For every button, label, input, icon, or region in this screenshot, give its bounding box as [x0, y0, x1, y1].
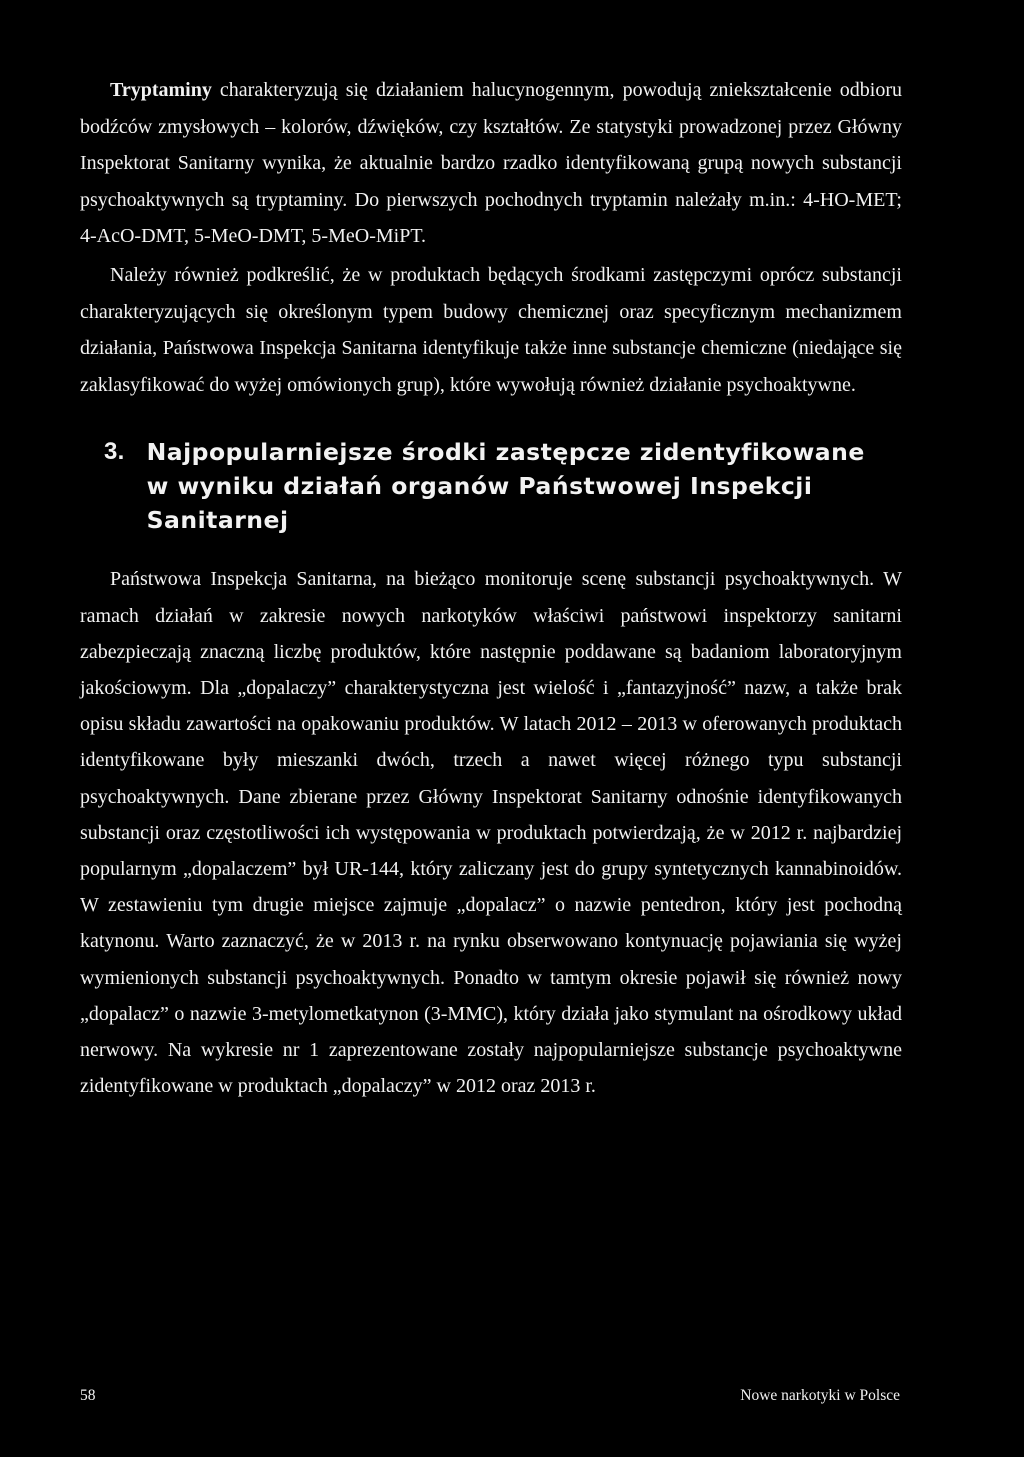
section-title-line-2: w wyniku działań organów Państwowej Inspekcji Sanitarnej — [146, 472, 813, 535]
paragraph-other-substances: Należy również podkreślić, że w produktach będących środkami zastępczymi oprócz substancji charakteryzujących się określonym typem budowy chemicznej oraz specyficznym mechanizmem działania, Państwowa Inspekcja Sanitarna identyfikuje także inne substancje chemiczne (niedające się zaklasyfikować do wyżej omówionych grup), które wywołują również działanie psychoaktywne. — [80, 263, 902, 396]
section-heading — [80, 435, 902, 537]
paragraph-lead-term: Tryptaminy — [110, 79, 212, 101]
page-footer — [80, 1386, 900, 1406]
publication-title: Nowe narkotyki w Polsce — [740, 1387, 900, 1404]
section-title — [147, 435, 902, 537]
page-content — [80, 70, 902, 1104]
paragraph-tryptamines — [80, 72, 902, 255]
section-number: 3. — [104, 438, 125, 466]
paragraph-monitoring: Państwowa Inspekcja Sanitarna, na bieżąco monitoruje scenę substancji psychoaktywnych. W ramach działań w zakresie nowych narkotyków właściwi państwowi inspektorzy sanitarni zabezpieczają znaczną liczbę produktów, które następnie poddawane są badaniom laboratoryjnym jakościowym. Dla „dopalaczy” charakterystyczna jest wielość i „fantazyjność” nazw, a także brak opisu składu zawartości na opakowaniu produktów. W latach 2012 – 2013 w oferowanych produktach identyfikowane były mieszanki dwóch, trzech a nawet więcej różnego typu substancji psychoaktywnych. Dane zbierane przez Główny Inspektorat Sanitarny odnośnie identyfikowanych substancji oraz częstotliwości ich występowania w produktach potwierdzają, że w 2012 r. najbardziej popularnym „dopalaczem” był UR-144, który zaliczany jest do grupy syntetycznych kannabinoidów. W zestawieniu tym drugie miejsce zajmuje „dopalacz” o nazwie pentedron, który jest pochodną katynonu. Warto zaznaczyć, że w 2013 r. na rynku obserwowano kontynuację pojawiania się wyżej wymienionych substancji psychoaktywnych. Ponadto w tamtym okresie pojawił się również nowy „dopalacz” o nazwie 3-metylometkatynon (3-MMC), który działa jako stymulant na ośrodkowy układ nerwowy. Na wykresie nr 1 zaprezentowane zostały najpopularniejsze substancje psychoaktywne zidentyfikowane w produktach „dopalaczy” w 2012 oraz 2013 r. — [80, 568, 902, 1098]
page-number: 58 — [80, 1387, 96, 1404]
paragraph-tryptamines-text: charakteryzują się działaniem halucynogennym, powodują zniekształcenie odbioru bodźców zmysłowych – kolorów, dźwięków, czy kształtów. Ze statystyki prowadzonej przez Główny Inspektorat Sanitarny wynika, że aktualnie bardzo rzadko identyfikowaną grupą nowych substancji psychoaktywnych są tryptaminy. Do pierwszych pochodnych tryptamin należały m.in.: 4-HO-MET; 4-AcO-DMT, 5-MeO-DMT, 5-MeO-MiPT. — [80, 79, 902, 248]
section-title-line-1: Najpopularniejsze środki zastępcze zidentyfikowane — [146, 438, 865, 467]
